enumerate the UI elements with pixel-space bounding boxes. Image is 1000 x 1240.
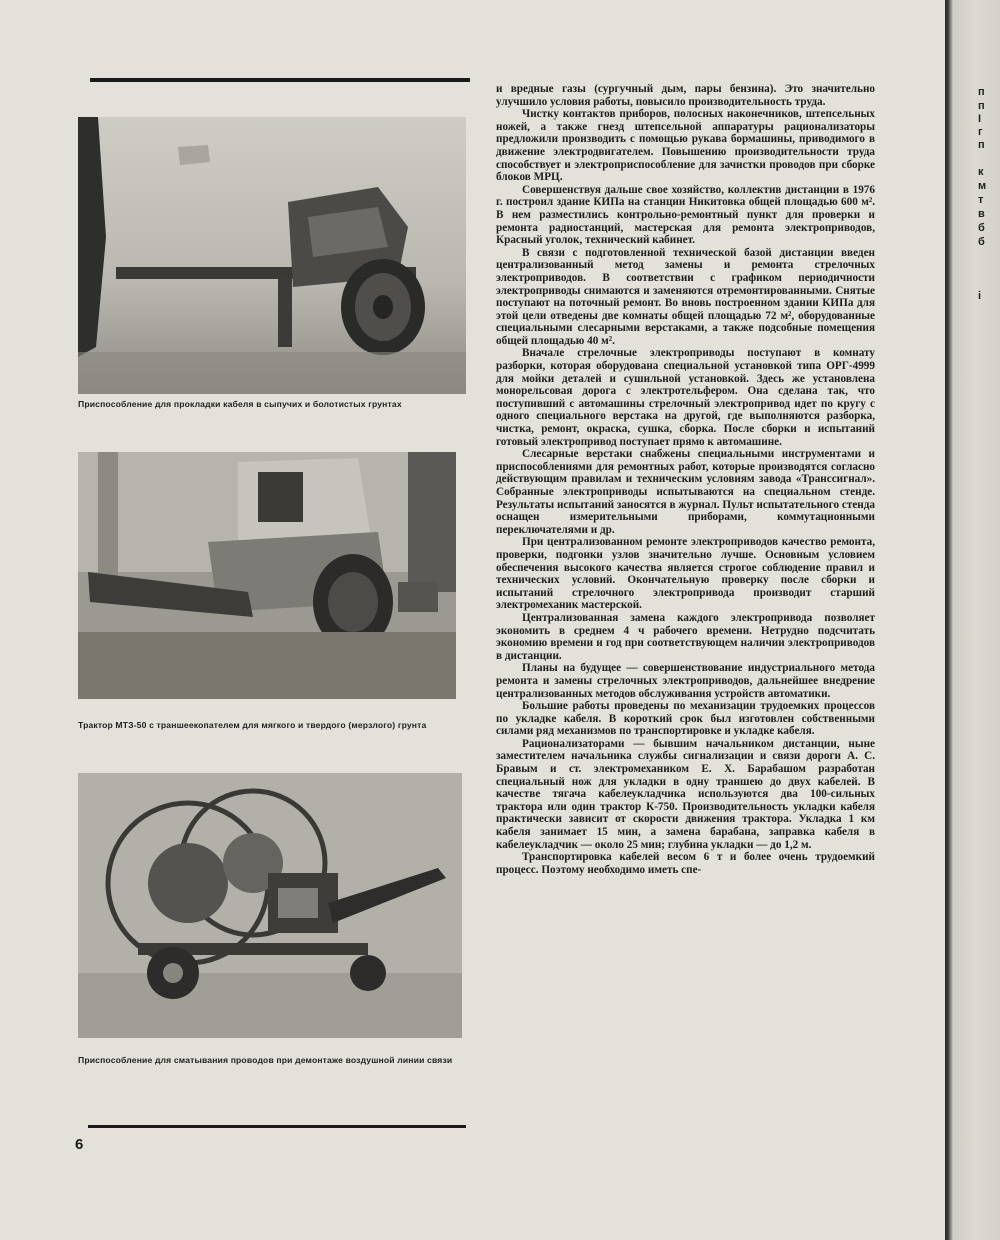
spine-letter: б xyxy=(978,222,985,234)
caption-photo3: Приспособление для сматывания проводов при демонтаже воздушной линии связи xyxy=(78,1055,453,1065)
photo3-image xyxy=(78,773,462,1038)
paragraph: Чистку контактов приборов, полосных наконечников, штепсельных ножей, а также гнезд штепсельной аппаратуры рационализаторы предложили производить с помощью рукава бормашины, приводимого в движение электродвигателем. Повышению производительности труда способствует и электроприспособление для зачистки проводов при сборке блоков МРЦ. xyxy=(496,108,875,184)
paragraph: При централизованном ремонте электроприводов качество ремонта, проверки, подгонки узлов значительно лучше. Основным условием обеспечения высокого качества является строгое соблюдение правил и технических условий. Окончательную проверку после сборки и испытаний стрелочного электропривода производит старший электромеханик мастерской. xyxy=(496,536,875,612)
paragraph: Рационализаторами — бывшим начальником дистанции, ныне заместителем начальника службы сигнализации и связи дороги А. С. Бравым и ст. электромехаником Е. Х. Барабашом разработан специальный нож для укладки в одну траншею до двух кабелей. В качестве тягача кабелеукладчика используются два 100-сильных трактора или один трактор К-750. Производительность укладки кабеля практически зависит от скорости движения трактора. Укладка 1 км кабеля занимает 15 мин, а замена барабана, заправка кабеля в кабелеукладчик — около 25 мин; глубина укладки — до 1,2 м. xyxy=(496,737,875,851)
photo2-image xyxy=(78,452,456,699)
caption-photo1: Приспособление для прокладки кабеля в сыпучих и болотистых грунтах xyxy=(78,399,402,409)
photo-wire-reel-device xyxy=(78,773,462,1038)
paragraph: Планы на будущее — совершенствование индустриального метода ремонта и замены стрелочных электроприводов, дальнейшее внедрение централизованных методов обслуживания устройств автоматики. xyxy=(496,662,875,700)
caption-photo2: Трактор МТЗ-50 с траншеекопателем для мягкого и твердого (мерзлого) грунта xyxy=(78,720,427,730)
spine-letter: і xyxy=(978,290,982,302)
spine-letter: т xyxy=(978,194,984,206)
spine-letter: г xyxy=(978,126,983,138)
photo-cable-laying-attachment xyxy=(78,117,466,394)
page-number: 6 xyxy=(75,1136,84,1153)
paragraph: Совершенствуя дальше свое хозяйство, коллектив дистанции в 1976 г. построил здание КИПа на станции Никитовка общей площадью 600 м². В нем разместились контрольно-ремонтный пункт для проверки и ремонта радиостанций, мастерская для ремонта электроприводов, Красный уголок, технический кабинет. xyxy=(496,183,875,247)
paragraph: Транспортировка кабелей весом 6 т и более очень трудоемкий процесс. Поэтому необходимо иметь спе- xyxy=(496,851,875,876)
paragraph: Слесарные верстаки снабжены специальными инструментами и приспособлениями для ремонтных работ, которые производятся согласно действующим правилам и техническим условиям завода «Транссигнал». Собранные электроприводы испытываются на специальном стенде. Результаты испытаний заносятся в журнал. Пульт испытательного стенда оснащен измерительными приборами, коммутационными переключателями и др. xyxy=(496,448,875,536)
spine-letter: м xyxy=(978,180,987,192)
paragraph: и вредные газы (сургучный дым, пары бензина). Это значительно улучшило условия работы, повысило производительность труда. xyxy=(496,83,875,108)
article-text-column xyxy=(496,83,875,876)
paragraph: В связи с подготовленной технической базой дистанции введен централизованный метод замены и ремонта стрелочных электроприводов. В соответствии с графиком периодичности электроприводы снимаются и заменяются отремонтированными. Снятые поступают на поточный ремонт. Во вновь построенном здании КИПа для этой цели отведены две комнаты общей площадью 72 м², оборудованные специальными слесарными верстаками, а также подсобные помещения общей площадью 40 м². xyxy=(496,246,875,347)
spine-letter: п xyxy=(978,100,985,112)
spine-letter: б xyxy=(978,236,985,248)
top-rule xyxy=(90,78,470,82)
bottom-rule xyxy=(88,1125,466,1128)
spine-letter: в xyxy=(978,208,985,220)
spine-letter: к xyxy=(978,166,984,178)
paragraph: Большие работы проведены по механизации трудоемких процессов по укладке кабеля. В короткий срок был изготовлен собственными силами ряд механизмов по транспортировке и укладке кабеля. xyxy=(496,700,875,738)
paragraph: Централизованная замена каждого электропривода позволяет экономить в среднем 4 ч рабочего времени. Нетрудно подсчитать экономию времени и год при соответствующем наличии электроприводов в дистанции. xyxy=(496,611,875,662)
photo-tractor-trencher xyxy=(78,452,456,699)
spine-letter: п xyxy=(978,139,985,151)
paragraph: Вначале стрелочные электроприводы поступают в комнату разборки, которая оборудована специальной установкой типа ОРГ-4999 для мойки деталей и сушильной установкой. Здесь же установлена монорельсовая дорога с электротельфером. Она сделана так, что поступивший с автомашины стрелочный электропривод идет по кругу с одного специального верстака на другой, где выполняются разборка, чистка, ремонт, окраска, сушка, сборка. После сборки и испытаний готовый электропривод поступает прямо к автомашине. xyxy=(496,347,875,448)
photo1-image xyxy=(78,117,466,394)
adjacent-page-edge xyxy=(945,0,1000,1240)
spine-letter: п xyxy=(978,86,985,98)
spine-letter: I xyxy=(978,113,982,125)
